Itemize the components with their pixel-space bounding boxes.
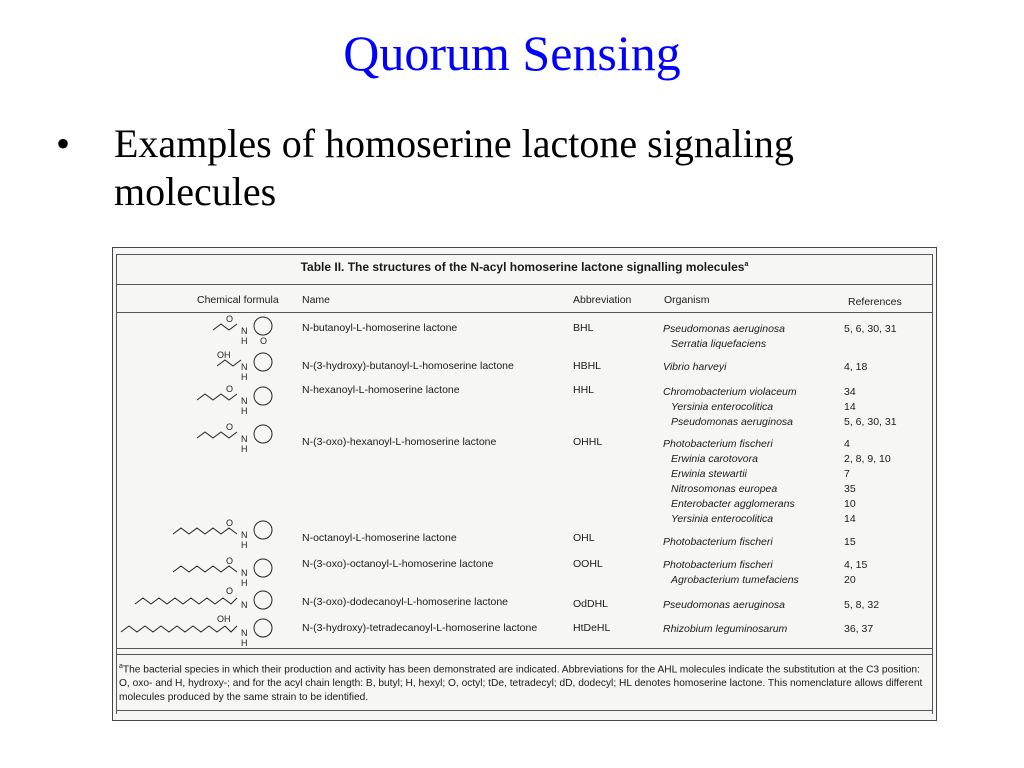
header-references: References: [848, 296, 902, 308]
bullet-symbol: •: [56, 121, 71, 166]
svg-text:N: N: [241, 434, 248, 444]
chemical-structures: [113, 248, 301, 653]
svg-text:H: H: [241, 540, 248, 550]
structure-ohhl: [197, 432, 237, 438]
svg-text:O: O: [226, 556, 234, 566]
structure-ohl: [173, 528, 237, 534]
table-rule-footnote: [116, 654, 933, 655]
row-oddhl-abbreviation: OdDHL: [573, 598, 609, 610]
header-chemical-formula: Chemical formula: [197, 294, 279, 306]
table-footnote: $^a$The bacterial species in which their production and activity has been demonstrated are indicated. Abbreviations for the AHL molecules indicate the substitution at the C3 position: O, oxo- and H, hydroxy-; and for the acyl chain length: B, butyl; H, hexyl; O, octyl; tDe, tetradecyl; dD, dodecyl; HL denotes homoserine lactone. This nomenclature allows different molecules produced by the same strain to be identified.: [119, 663, 923, 704]
svg-text:O: O: [226, 314, 234, 324]
table-rule-bottom: [116, 648, 933, 649]
svg-text:H: H: [241, 406, 248, 416]
table-image: [112, 247, 937, 721]
row-htdehl-organisms: Rhizobium leguminosarum: [663, 623, 788, 635]
row-ohhl-name: N-(3-oxo)-hexanoyl-L-homoserine lactone: [302, 436, 497, 448]
svg-text:N: N: [241, 568, 248, 578]
svg-text:O: O: [226, 518, 234, 528]
row-oohl-name: N-(3-oxo)-octanoyl-L-homoserine lactone: [302, 558, 494, 570]
row-ohhl-abbreviation: OHHL: [573, 436, 603, 448]
row-bhl-organisms: Pseudomonas aeruginosa Serratia liquefaciens: [663, 323, 786, 350]
svg-text:N: N: [241, 326, 248, 336]
svg-text:H: H: [241, 336, 248, 346]
row-ohhl-organisms: Photobacterium fischeri Erwinia carotovora Erwinia stewartii Nitrosomonas europea Enterobacter agglomerans Yersinia enterocolitica: [663, 438, 795, 525]
row-hhl-references: 34 14 5, 6, 30, 31: [844, 386, 897, 428]
row-htdehl-name: N-(3-hydroxy)-tetradecanoyl-L-homoserine lactone: [302, 622, 538, 634]
svg-text:H: H: [241, 444, 248, 454]
structure-htdehl: [121, 626, 237, 632]
svg-text:O: O: [226, 384, 234, 394]
row-hbhl-references: 4, 18: [844, 361, 868, 373]
row-hhl-abbreviation: HHL: [573, 384, 595, 396]
svg-text:N: N: [241, 530, 248, 540]
row-ohhl-references: 4 2, 8, 9, 10 7 35 10 14: [844, 438, 891, 525]
row-bhl-abbreviation: BHL: [573, 322, 594, 334]
row-hhl-organisms: Chromobacterium violaceum Yersinia enterocolitica Pseudomonas aeruginosa: [663, 386, 797, 428]
table-border-right: [932, 254, 933, 714]
table-title: Table II. The structures of the N-acyl homoserine lactone signalling molecules$^a$: [300, 260, 749, 274]
header-organism: Organism: [664, 294, 710, 306]
row-htdehl-abbreviation: HtDeHL: [573, 622, 611, 634]
row-hhl-name: N-hexanoyl-L-homoserine lactone: [302, 384, 460, 396]
row-oohl-references: 4, 15 20: [844, 559, 868, 586]
svg-text:N: N: [241, 600, 248, 610]
svg-text:H: H: [241, 372, 248, 382]
row-oohl-abbreviation: OOHL: [573, 558, 603, 570]
svg-text:O: O: [260, 336, 268, 346]
row-htdehl-references: 36, 37: [844, 623, 874, 635]
svg-text:H: H: [241, 578, 248, 588]
svg-text:OH: OH: [217, 614, 231, 624]
row-ohl-abbreviation: OHL: [573, 532, 595, 544]
structure-oddhl: [135, 598, 237, 604]
svg-text:H: H: [241, 638, 248, 648]
svg-text:O: O: [226, 422, 234, 432]
row-hbhl-name: N-(3-hydroxy)-butanoyl-L-homoserine lactone: [302, 360, 514, 372]
row-oddhl-name: N-(3-oxo)-dodecanoyl-L-homoserine lactone: [302, 596, 509, 608]
bullet-text: Examples of homoserine lactone signaling molecules: [114, 121, 794, 214]
slide-title: Quorum Sensing: [343, 25, 681, 81]
header-name: Name: [302, 294, 331, 306]
row-bhl-references: 5, 6, 30, 31: [844, 323, 897, 335]
structure-hhl: [197, 394, 237, 400]
structure-hbhl: [217, 360, 241, 366]
svg-text:O: O: [226, 586, 234, 596]
row-oddhl-references: 5, 8, 32: [844, 599, 880, 611]
svg-text:OH: OH: [217, 350, 231, 360]
row-oddhl-organisms: Pseudomonas aeruginosa: [663, 599, 786, 611]
row-hbhl-abbreviation: HBHL: [573, 360, 602, 372]
row-ohl-references: 15: [844, 536, 856, 548]
row-ohl-organisms: Photobacterium fischeri: [663, 536, 773, 548]
row-ohl-name: N-octanoyl-L-homoserine lactone: [302, 532, 457, 544]
row-oohl-organisms: Photobacterium fischeri Agrobacterium tumefaciens: [663, 559, 799, 586]
header-abbreviation: Abbreviation: [573, 294, 632, 306]
structure-oohl: [173, 566, 237, 572]
structure-bhl: [213, 324, 237, 330]
row-bhl-name: N-butanoyl-L-homoserine lactone: [302, 322, 458, 334]
svg-text:N: N: [241, 362, 248, 372]
table-rule-end: [116, 710, 933, 711]
svg-text:N: N: [241, 628, 248, 638]
svg-text:N: N: [241, 396, 248, 406]
row-hbhl-organisms: Vibrio harveyi: [663, 361, 727, 373]
